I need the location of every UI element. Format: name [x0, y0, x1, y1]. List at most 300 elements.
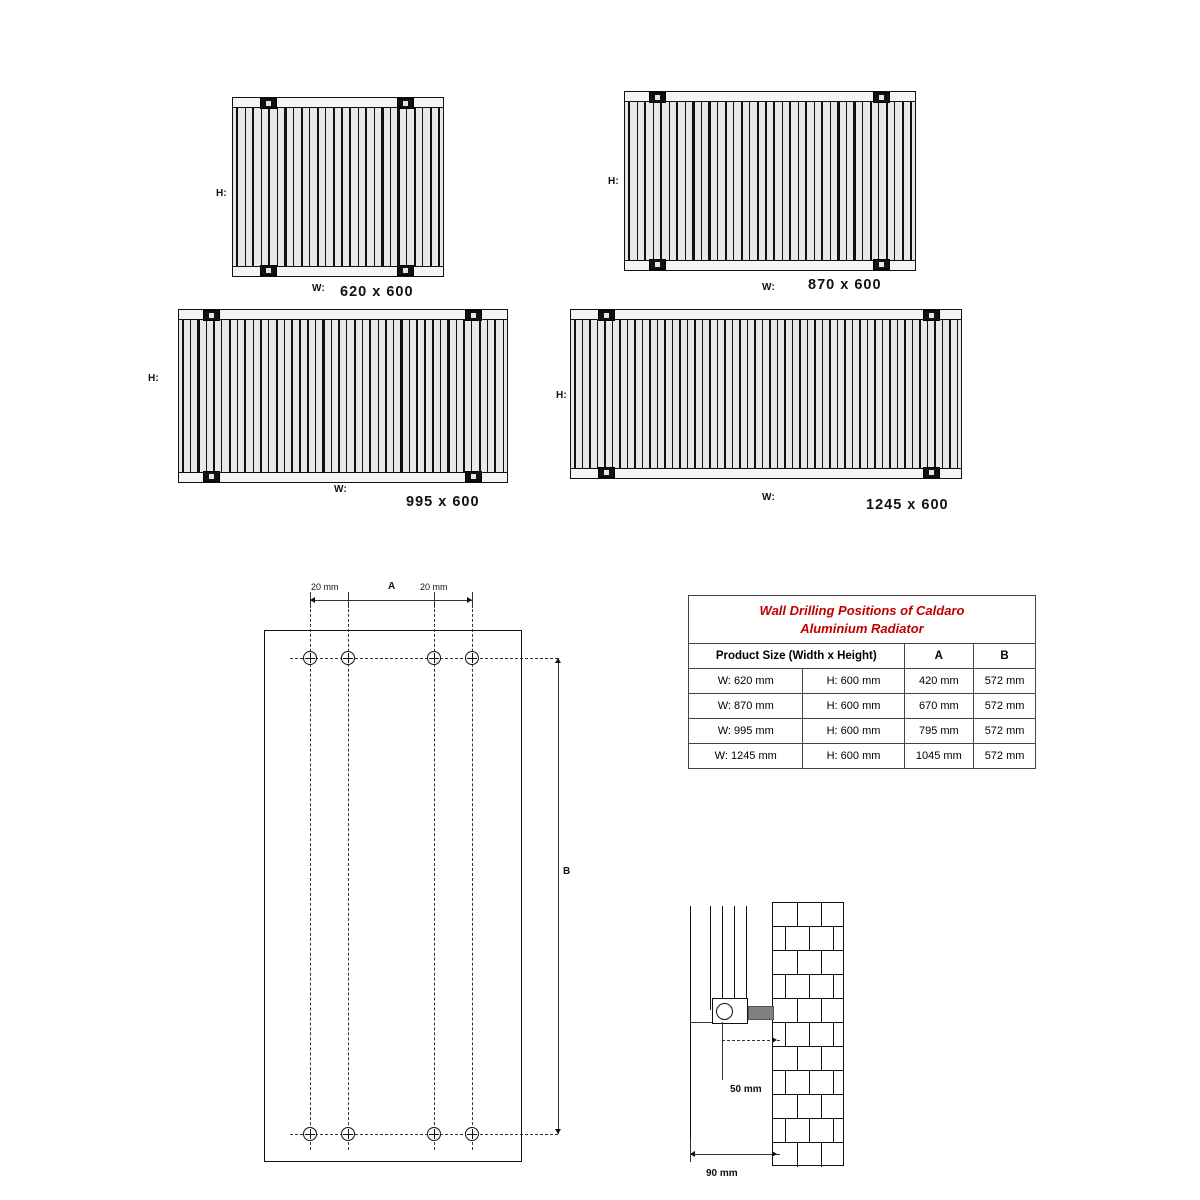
cell-b: 572 mm — [974, 744, 1036, 769]
brick-joint — [809, 927, 810, 951]
radiator-fin — [422, 99, 423, 275]
radiator-fin — [277, 99, 278, 275]
table-title-line2: Aluminium Radiator — [800, 620, 924, 636]
radiator-fin — [479, 311, 481, 481]
radiator-fin — [416, 311, 418, 481]
brick-joint — [809, 1071, 810, 1095]
wall-bracket — [203, 471, 220, 482]
radiator-fin — [657, 311, 658, 477]
wall-bracket — [260, 265, 277, 276]
radiator-fins — [571, 311, 961, 477]
cell-b: 572 mm — [974, 669, 1036, 694]
radiator-fin — [463, 311, 465, 481]
radiator-fin — [882, 311, 883, 477]
radiator-body — [232, 98, 444, 276]
pipe-line — [746, 906, 747, 1010]
radiator-fin — [957, 311, 958, 477]
radiator-fin — [358, 99, 359, 275]
height-label-995: H: — [148, 373, 159, 384]
radiator-fin — [717, 311, 718, 477]
radiator-fin — [739, 311, 741, 477]
radiator-drawing-870 — [624, 92, 916, 270]
radiator-body — [178, 310, 508, 482]
radiator-fin — [782, 93, 783, 269]
radiator-fin — [862, 93, 863, 269]
radiator-fin — [346, 311, 347, 481]
extension-line — [310, 592, 311, 608]
radiator-fin — [807, 311, 808, 477]
radiator-fin — [660, 93, 662, 269]
wall-bracket — [465, 471, 482, 482]
wall-bracket — [598, 310, 615, 321]
radiator-fin — [424, 311, 425, 481]
brick-joint — [821, 1095, 822, 1119]
radiator-fin — [494, 311, 496, 481]
height-label-620: H: — [216, 188, 227, 199]
radiator-fin — [773, 93, 775, 269]
radiator-fin — [253, 311, 254, 481]
radiator-fin — [325, 99, 326, 275]
width-label-870: W: — [762, 282, 775, 293]
brick-joint — [833, 1023, 834, 1047]
radiator-fin — [709, 311, 711, 477]
radiator-fin — [637, 93, 638, 269]
radiator-fin — [369, 311, 371, 481]
radiator-fin — [676, 93, 678, 269]
cell-width: W: 1245 mm — [689, 744, 803, 769]
radiator-fin — [197, 311, 199, 481]
cell-b: 572 mm — [974, 694, 1036, 719]
radiator-fin — [397, 99, 399, 275]
radiator-fin — [406, 99, 407, 275]
brick-row — [773, 1143, 843, 1167]
radiator-fin — [597, 311, 598, 477]
radiator-fin — [805, 93, 807, 269]
cell-width: W: 870 mm — [689, 694, 803, 719]
radiator-fin — [830, 93, 831, 269]
radiator-fin — [349, 99, 351, 275]
radiator-fin — [365, 99, 367, 275]
radiator-drawing-620 — [232, 98, 444, 276]
radiator-drawing-1245 — [570, 310, 962, 478]
radiator-fin — [846, 93, 847, 269]
cell-a: 1045 mm — [904, 744, 974, 769]
radiator-fin — [582, 311, 583, 477]
wall-bracket — [873, 92, 890, 103]
wall-bracket — [397, 265, 414, 276]
radiator-fin — [886, 93, 888, 269]
cell-height: H: 600 mm — [803, 744, 904, 769]
radiator-fin — [604, 311, 606, 477]
radiator-fin — [814, 311, 816, 477]
radiator-fin — [949, 311, 951, 477]
pipe-line — [710, 906, 711, 1010]
cell-height: H: 600 mm — [803, 669, 904, 694]
radiator-fin — [692, 93, 694, 269]
radiator-fin — [894, 93, 895, 269]
brick-joint — [797, 999, 798, 1023]
radiator-fin — [942, 311, 943, 477]
radiator-fin — [393, 311, 394, 481]
wall-bracket — [649, 259, 666, 270]
table-title-line1: Wall Drilling Positions of Caldaro — [759, 603, 965, 618]
radiator-fin — [765, 93, 766, 269]
wall-fixing-plate — [748, 1006, 774, 1020]
radiator-fin — [844, 311, 846, 477]
dim-b: B — [563, 866, 571, 877]
radiator-fin — [870, 93, 872, 269]
radiator-fin — [653, 93, 654, 269]
radiator-bottom-rail — [178, 472, 508, 483]
brick-joint — [809, 1023, 810, 1047]
radiator-fin — [724, 311, 726, 477]
brick-joint — [833, 1071, 834, 1095]
radiator-fin — [627, 311, 628, 477]
extension-line — [722, 1022, 723, 1080]
radiator-fin — [341, 99, 342, 275]
radiator-fin — [889, 311, 891, 477]
brick-joint — [797, 903, 798, 927]
radiator-fin — [338, 311, 340, 481]
table-row — [689, 669, 1036, 694]
radiator-fin — [206, 311, 207, 481]
cell-a: 670 mm — [904, 694, 974, 719]
wall-bracket — [465, 310, 482, 321]
height-label-870: H: — [608, 176, 619, 187]
hole-centerline — [290, 658, 558, 659]
radiator-fin — [378, 311, 379, 481]
radiator-fin — [701, 93, 702, 269]
wall-bracket — [397, 98, 414, 109]
radiator-fin — [789, 93, 791, 269]
radiator-fins — [179, 311, 507, 481]
radiator-fin — [749, 93, 750, 269]
radiator-fin — [694, 311, 696, 477]
radiator-fin — [669, 93, 670, 269]
radiator-fin — [589, 311, 591, 477]
drill-hole — [303, 1127, 317, 1141]
hole-centerline — [290, 1134, 558, 1135]
radiator-fin — [268, 99, 270, 275]
radiator-fin — [414, 99, 416, 275]
radiator-fin — [799, 311, 801, 477]
radiator-fin — [471, 311, 472, 481]
spec-table-wrapper — [688, 595, 1036, 769]
dim-a: A — [388, 581, 396, 592]
cell-a: 795 mm — [904, 719, 974, 744]
radiator-fins — [233, 99, 443, 275]
table-row — [689, 694, 1036, 719]
hole-centerline — [348, 594, 349, 1150]
drill-hole — [303, 651, 317, 665]
radiator-fin — [897, 311, 898, 477]
radiator-fin — [284, 311, 285, 481]
radiator-drawing-995 — [178, 310, 508, 482]
brick-joint — [785, 975, 786, 999]
radiator-fin — [213, 311, 215, 481]
radiator-fin — [853, 93, 855, 269]
radiator-fin — [904, 311, 906, 477]
radiator-fin — [902, 93, 904, 269]
radiator-fin — [440, 311, 441, 481]
radiator-fin — [829, 311, 831, 477]
drill-hole — [427, 651, 441, 665]
radiator-fin — [385, 311, 387, 481]
radiator-fin — [687, 311, 688, 477]
radiator-fin — [245, 99, 246, 275]
radiator-fin — [708, 93, 710, 269]
brick-joint — [809, 975, 810, 999]
radiator-fin — [268, 311, 269, 481]
radiator-top-rail — [178, 309, 508, 320]
radiator-fin — [852, 311, 853, 477]
wall-bracket — [649, 92, 666, 103]
radiator-fin — [672, 311, 673, 477]
radiator-fin — [307, 311, 309, 481]
radiator-base-line — [690, 1022, 712, 1023]
wall-bracket — [260, 98, 277, 109]
radiator-fin — [837, 311, 838, 477]
radiator-fin — [291, 311, 293, 481]
radiator-fin — [733, 93, 734, 269]
radiator-fin — [644, 93, 646, 269]
drill-hole — [341, 651, 355, 665]
wall-bracket — [203, 310, 220, 321]
brick-row — [773, 1047, 843, 1071]
pipe-line — [734, 906, 735, 1010]
extension-line — [348, 592, 349, 608]
radiator-fin — [221, 311, 222, 481]
brick-row — [773, 903, 843, 927]
cell-b: 572 mm — [974, 719, 1036, 744]
radiator-fin — [244, 311, 246, 481]
radiator-fin — [236, 99, 238, 275]
table-row — [689, 719, 1036, 744]
wall-bracket — [598, 467, 615, 478]
radiator-fin — [322, 311, 324, 481]
radiator-fin — [229, 311, 231, 481]
radiator-fin — [293, 99, 294, 275]
extension-line — [434, 592, 435, 608]
radiator-fin — [919, 311, 921, 477]
cell-height: H: 600 mm — [803, 719, 904, 744]
brick-joint — [785, 927, 786, 951]
extension-line — [690, 1140, 691, 1162]
radiator-fin — [859, 311, 861, 477]
radiator-fin — [456, 311, 457, 481]
radiator-fin — [649, 311, 651, 477]
header-a: A — [904, 644, 974, 669]
table-header-row — [689, 644, 1036, 669]
arrow-head — [772, 1037, 777, 1043]
radiator-fin — [821, 93, 823, 269]
radiator-fin — [182, 311, 184, 481]
radiator-fin — [374, 99, 375, 275]
radiator-fin — [792, 311, 793, 477]
radiator-fin — [762, 311, 763, 477]
radiator-fin — [390, 99, 391, 275]
arrow-head — [772, 1151, 777, 1157]
radiator-fin — [679, 311, 681, 477]
cell-a: 420 mm — [904, 669, 974, 694]
radiator-bottom-rail — [570, 468, 962, 479]
radiator-fin — [777, 311, 778, 477]
dim-20mm-left: 20 mm — [311, 582, 339, 592]
radiator-fin — [634, 311, 636, 477]
radiator-fin — [867, 311, 868, 477]
brick-joint — [821, 903, 822, 927]
dimension-line-b — [558, 658, 559, 1134]
radiator-fin — [784, 311, 786, 477]
radiator-fin — [628, 93, 630, 269]
radiator-fin — [400, 311, 402, 481]
radiator-fin — [642, 311, 643, 477]
radiator-fin — [503, 311, 504, 481]
width-label-995: W: — [334, 484, 347, 495]
radiator-fin — [317, 99, 319, 275]
radiator-back-line — [690, 906, 691, 1154]
radiator-fin — [619, 311, 621, 477]
size-label-620: 620 x 600 — [340, 284, 414, 300]
radiator-fin — [261, 99, 262, 275]
radiator-fin — [822, 311, 823, 477]
radiator-fin — [309, 99, 310, 275]
radiator-fin — [574, 311, 576, 477]
brick-joint — [797, 951, 798, 975]
radiator-body — [624, 92, 916, 270]
brick-joint — [785, 1119, 786, 1143]
header-product-size: Product Size (Width x Height) — [689, 644, 905, 669]
arrow-head — [555, 658, 561, 663]
cell-height: H: 600 mm — [803, 694, 904, 719]
radiator-fin — [331, 311, 332, 481]
wall-bracket — [873, 259, 890, 270]
radiator-fin — [190, 311, 191, 481]
radiator-fin — [725, 93, 727, 269]
spec-table — [688, 595, 1036, 769]
radiator-fin — [741, 93, 743, 269]
brick-joint — [785, 1071, 786, 1095]
radiator-fin — [927, 311, 928, 477]
wall-bracket — [923, 310, 940, 321]
brick-joint — [797, 1095, 798, 1119]
radiator-fin — [910, 93, 911, 269]
radiator-fin — [362, 311, 363, 481]
brick-joint — [797, 1143, 798, 1167]
wall-section — [772, 902, 844, 1166]
radiator-fin — [685, 93, 686, 269]
arrow-head — [555, 1129, 561, 1134]
radiator-fin — [487, 311, 488, 481]
radiator-fin — [798, 93, 799, 269]
brick-joint — [785, 1023, 786, 1047]
hole-centerline — [310, 594, 311, 1150]
radiator-fin — [664, 311, 666, 477]
radiator-fin — [301, 99, 303, 275]
radiator-fin — [732, 311, 733, 477]
radiator-fin — [299, 311, 300, 481]
radiator-fin — [757, 93, 759, 269]
radiator-fin — [354, 311, 356, 481]
radiator-top-rail — [570, 309, 962, 320]
radiator-fin — [717, 93, 718, 269]
size-label-870: 870 x 600 — [808, 277, 882, 293]
radiator-body — [570, 310, 962, 478]
radiator-fin — [747, 311, 748, 477]
width-label-620: W: — [312, 283, 325, 294]
hole-centerline — [434, 594, 435, 1150]
radiator-fin — [284, 99, 286, 275]
radiator-fin — [381, 99, 383, 275]
radiator-fin — [878, 93, 879, 269]
pipe-line — [722, 906, 723, 1010]
brick-joint — [797, 1047, 798, 1071]
radiator-fin — [874, 311, 876, 477]
drilling-plan-outline — [264, 630, 522, 1162]
brick-row — [773, 999, 843, 1023]
brick-row — [773, 1095, 843, 1119]
brick-row — [773, 951, 843, 975]
height-label-1245: H: — [556, 390, 567, 401]
dim-20mm-right: 20 mm — [420, 582, 448, 592]
brick-joint — [809, 1119, 810, 1143]
table-row — [689, 744, 1036, 769]
radiator-fin — [252, 99, 254, 275]
brick-joint — [833, 927, 834, 951]
radiator-fin — [432, 311, 434, 481]
bracket-bolt-icon — [716, 1003, 733, 1020]
radiator-fin — [837, 93, 839, 269]
header-b: B — [974, 644, 1036, 669]
radiator-fin — [912, 311, 913, 477]
width-label-1245: W: — [762, 492, 775, 503]
brick-joint — [821, 1047, 822, 1071]
radiator-fin — [754, 311, 756, 477]
cell-width: W: 995 mm — [689, 719, 803, 744]
wall-bracket — [923, 467, 940, 478]
radiator-fin — [276, 311, 278, 481]
radiator-fin — [702, 311, 703, 477]
table-title-row — [689, 596, 1036, 644]
extension-line — [472, 592, 473, 608]
brick-joint — [833, 975, 834, 999]
drill-hole — [465, 1127, 479, 1141]
dimension-line-top — [310, 600, 472, 601]
table-title — [689, 596, 1036, 644]
brick-joint — [821, 1143, 822, 1167]
drill-hole — [341, 1127, 355, 1141]
radiator-fin — [769, 311, 771, 477]
radiator-fin — [260, 311, 262, 481]
radiator-fin — [315, 311, 316, 481]
radiator-fin — [237, 311, 238, 481]
radiator-fin — [934, 311, 936, 477]
dim-50mm: 50 mm — [730, 1084, 762, 1095]
radiator-fin — [814, 93, 815, 269]
dim-90-line — [690, 1154, 780, 1155]
brick-joint — [821, 999, 822, 1023]
brick-joint — [821, 951, 822, 975]
drill-hole — [465, 651, 479, 665]
size-label-995: 995 x 600 — [406, 494, 480, 510]
radiator-fin — [430, 99, 432, 275]
radiator-fin — [438, 99, 439, 275]
radiator-fin — [333, 99, 335, 275]
radiator-fins — [625, 93, 915, 269]
radiator-fin — [409, 311, 410, 481]
size-label-1245: 1245 x 600 — [866, 497, 949, 513]
radiator-fin — [447, 311, 449, 481]
